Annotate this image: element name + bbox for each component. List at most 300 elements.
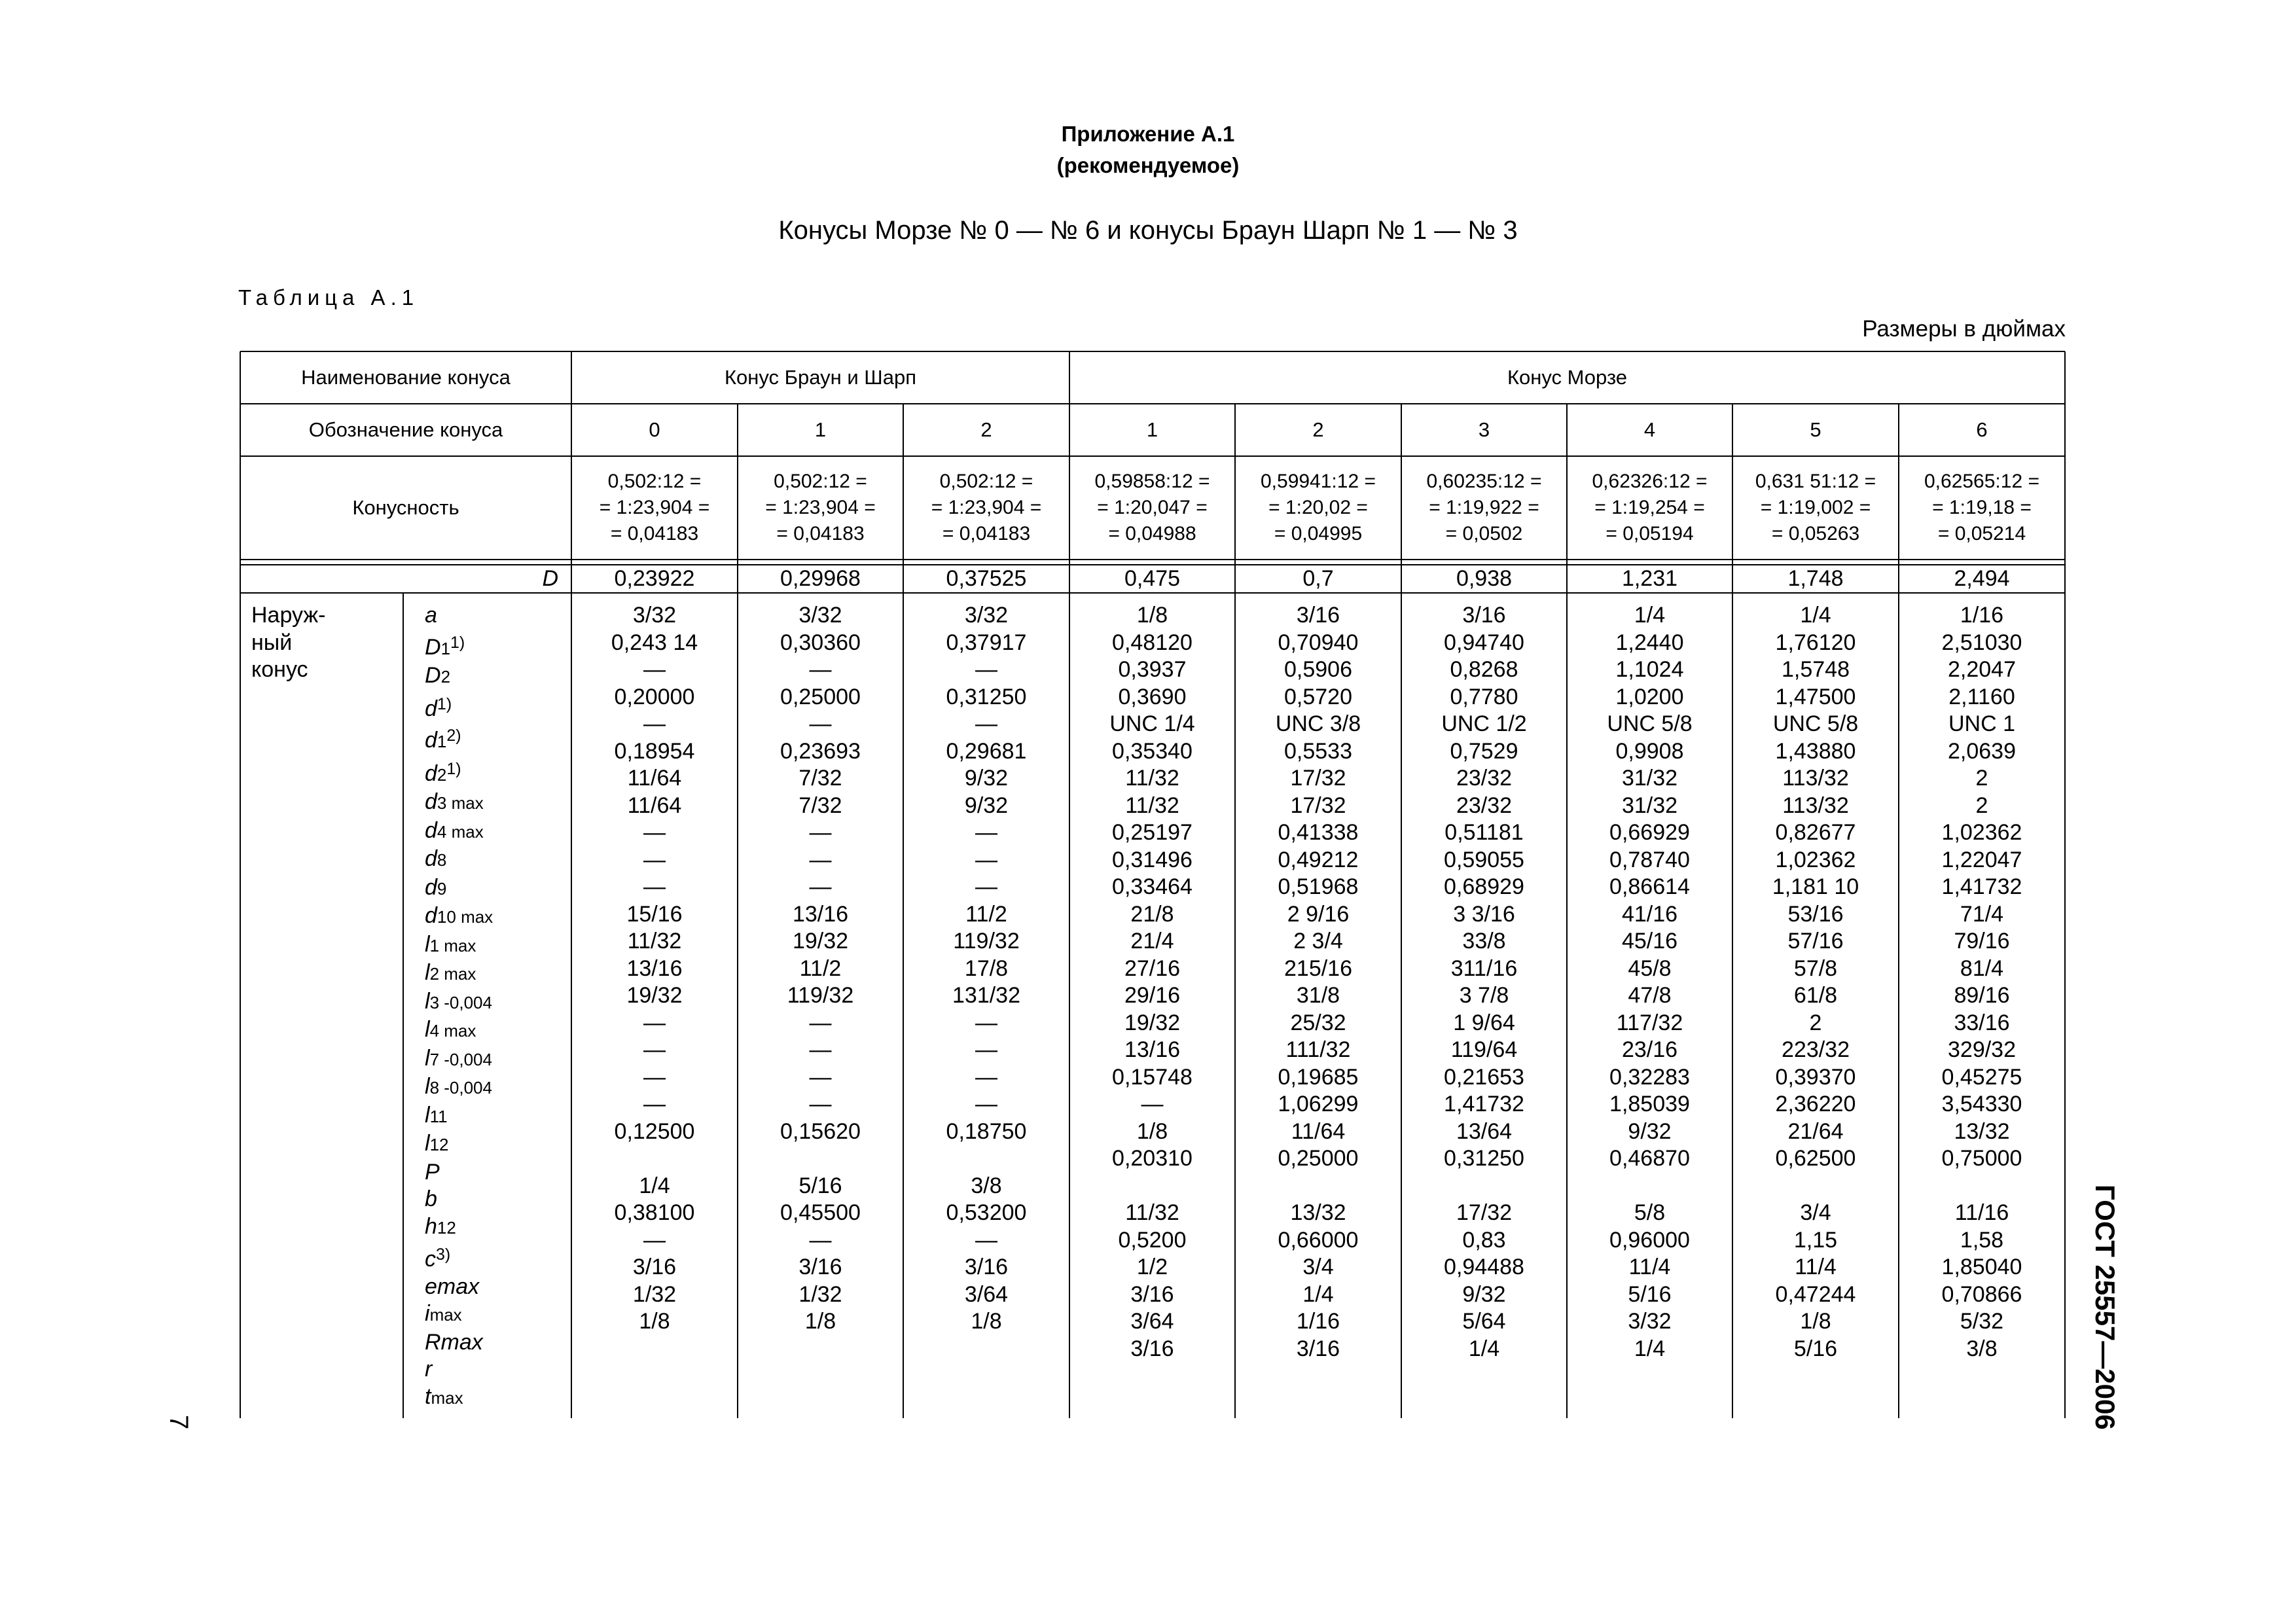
value-cell: 3/16 (798, 1255, 842, 1279)
value-cell: 0,5720 (1284, 684, 1352, 709)
value-cell: 1/32 (632, 1281, 677, 1307)
parameter-symbol: d4 max (425, 817, 484, 843)
value-cell (903, 1363, 1069, 1390)
value-cell: — (975, 1037, 997, 1062)
value-cell (1567, 1363, 1732, 1390)
value-cell: 0,15748 (1112, 1064, 1193, 1090)
value-cell: 119/32 (787, 983, 854, 1008)
value-cell: 0,5533 (1284, 738, 1352, 764)
taper-cell: 0,62326:12 = = 1:19,254 = = 0,05194 (1592, 471, 1708, 544)
value-cell: 0,31250 (1444, 1146, 1524, 1171)
value-cell: 1/4 (1634, 603, 1666, 628)
d-value-cell: 0,37525 (946, 566, 1027, 591)
d-value-cell: 0,475 (1124, 566, 1181, 591)
value-cell: 1,02362 (1775, 847, 1856, 872)
value-cell (1401, 1363, 1567, 1390)
value-cell: 3 7/8 (1459, 983, 1509, 1008)
value-cell: 11/4 (1795, 1255, 1837, 1279)
value-cell: 311/16 (1450, 955, 1518, 981)
designation-cell: 5 (1810, 418, 1821, 441)
parameter-symbol: D1$^{1)}$ (425, 633, 465, 660)
value-cell: 0,51968 (1278, 874, 1359, 899)
parameter-symbol: l4 max (425, 1017, 476, 1042)
value-column (738, 602, 903, 1390)
document-title: Конусы Морзе № 0 — № 6 и конусы Браун Шарп № 1 — № 3 (778, 216, 1518, 245)
value-cell (738, 1145, 903, 1173)
value-cell: 0,75000 (1941, 1146, 2022, 1171)
d-label: D (542, 566, 558, 591)
value-cell: 1/16 (1296, 1309, 1340, 1334)
value-cell (1732, 1173, 1899, 1200)
value-cell: 19/32 (1124, 1010, 1181, 1035)
value-cell: 5/8 (1634, 1200, 1666, 1225)
value-cell (903, 1145, 1069, 1173)
value-cell: — (643, 657, 666, 682)
value-cell: 3/32 (632, 603, 677, 628)
designation-cell: 1 (814, 418, 827, 441)
value-cell: 1/8 (1136, 603, 1168, 628)
value-cell (1069, 1173, 1235, 1200)
header-taper: Конусность (352, 496, 459, 519)
value-cell (571, 1145, 738, 1173)
value-cell: 0,20310 (1112, 1146, 1193, 1171)
value-cell: 23/32 (1456, 793, 1513, 818)
value-cell: 0,7780 (1450, 684, 1518, 709)
header-designation: Обозначение конуса (308, 418, 503, 441)
value-cell: — (809, 1037, 832, 1062)
taper-cell: 0,502:12 = = 1:23,904 = = 0,04183 (931, 471, 1042, 544)
page-number: 7 (164, 1415, 193, 1430)
value-cell: 25/32 (1290, 1010, 1346, 1035)
parameter-symbol: l2 max (425, 960, 476, 985)
value-cell: 0,78740 (1609, 847, 1690, 872)
value-cell (903, 1336, 1069, 1363)
value-cell: 2 (1975, 766, 1988, 791)
value-cell: 3/8 (1966, 1336, 1998, 1361)
value-cell: 3 3/16 (1453, 901, 1515, 927)
d-value-cell: 0,7 (1302, 566, 1334, 591)
value-cell: 0,62500 (1775, 1146, 1856, 1171)
value-cell (1069, 1363, 1235, 1390)
taper-cell: 0,59941:12 = = 1:20,02 = = 0,04995 (1260, 471, 1376, 544)
value-cell: 11/32 (627, 929, 682, 954)
value-cell: 131/32 (952, 983, 1020, 1008)
value-cell: 1,58 (1960, 1227, 2004, 1253)
designation-cell: 1 (1146, 418, 1158, 441)
value-cell: 0,68929 (1444, 874, 1524, 899)
value-cell: 41/16 (1621, 901, 1678, 927)
value-cell: 3/32 (1628, 1309, 1672, 1334)
value-cell (1235, 1173, 1401, 1200)
value-cell: — (975, 711, 997, 736)
value-cell (1567, 1173, 1732, 1200)
value-cell: 33/16 (1954, 1010, 2010, 1035)
value-cell: 71/4 (1960, 901, 2004, 927)
value-cell: 79/16 (1954, 929, 2010, 954)
value-cell: — (975, 1227, 997, 1253)
value-cell: UNC 1/4 (1109, 711, 1195, 736)
value-cell: 23/16 (1621, 1037, 1678, 1062)
value-cell: 19/32 (792, 929, 849, 954)
value-cell: 1,2440 (1615, 630, 1684, 655)
value-cell: — (643, 874, 666, 899)
value-cell: 5/16 (798, 1173, 842, 1198)
parameter-symbol: r (425, 1357, 433, 1382)
taper-cell: 0,60235:12 = = 1:19,922 = = 0,0502 (1426, 471, 1542, 544)
value-cell: 2 9/16 (1287, 901, 1350, 927)
parameter-symbol: d3 max (425, 789, 484, 814)
value-cell: 3/16 (1130, 1281, 1174, 1307)
value-cell: 1/4 (1634, 1336, 1666, 1361)
value-cell: 2,2047 (1948, 657, 2016, 682)
value-cell: 1/2 (1136, 1255, 1168, 1279)
value-cell: 0,45500 (780, 1200, 861, 1225)
value-cell: 111/32 (1285, 1037, 1351, 1062)
d-value-cell: 2,494 (1954, 566, 2010, 591)
parameter-symbol: l11 (425, 1102, 448, 1128)
value-cell: 0,96000 (1609, 1227, 1690, 1253)
value-cell: 11/2 (799, 955, 842, 981)
parameter-symbol: imax (425, 1301, 462, 1326)
value-cell (1732, 1363, 1899, 1390)
value-cell: — (809, 711, 832, 736)
value-cell: 0,18750 (946, 1118, 1027, 1144)
value-cell: — (975, 1092, 997, 1116)
value-cell: 5/16 (1793, 1336, 1838, 1361)
table-rule (403, 593, 404, 1418)
value-cell: — (643, 1227, 666, 1253)
value-cell: 1,15 (1793, 1227, 1838, 1253)
value-cell: 0,25197 (1112, 820, 1193, 845)
value-cell: UNC 1 (1948, 711, 2016, 736)
value-cell: 13/16 (792, 901, 849, 927)
value-cell: 329/32 (1948, 1037, 2016, 1062)
value-cell: 2,51030 (1941, 630, 2022, 655)
taper-cell: 0,59858:12 = = 1:20,047 = = 0,04988 (1094, 471, 1210, 544)
value-cell (1235, 1363, 1401, 1390)
value-cell: 11/64 (1291, 1118, 1346, 1144)
parameter-symbols (425, 602, 569, 1412)
value-cell: 5/16 (1628, 1281, 1672, 1307)
value-cell: 17/8 (964, 955, 1009, 981)
value-cell: 2,0639 (1948, 738, 2016, 764)
designation-cell: 6 (1976, 418, 1988, 441)
value-cell: 9/32 (964, 793, 1009, 818)
value-cell: — (643, 847, 666, 872)
value-cell: 31/32 (1621, 793, 1678, 818)
parameter-symbol: emax (425, 1274, 480, 1299)
value-cell: 7/32 (798, 793, 842, 818)
parameter-symbol: d2$^{1)}$ (425, 759, 461, 786)
value-cell: 1,5748 (1782, 657, 1850, 682)
value-cell: — (643, 1092, 666, 1116)
value-cell: 13/16 (626, 955, 683, 981)
value-cell: 9/32 (1628, 1118, 1672, 1144)
value-cell: — (809, 847, 832, 872)
value-cell: 17/32 (1290, 793, 1346, 818)
header-brown-sharpe: Конус Браун и Шарп (724, 366, 916, 389)
value-cell: — (1141, 1092, 1164, 1116)
value-cell: 3/16 (1296, 1336, 1340, 1361)
value-cell: — (809, 1092, 832, 1116)
value-cell: 0,46870 (1609, 1146, 1690, 1171)
value-cell: 0,12500 (614, 1118, 695, 1144)
value-cell: 1,41732 (1941, 874, 2022, 899)
header-cone-name: Наименование конуса (301, 366, 511, 389)
designation-cell: 0 (649, 418, 660, 441)
value-cell: 0,66000 (1278, 1227, 1359, 1253)
value-cell: 0,49212 (1278, 847, 1359, 872)
taper-cell: 0,631 51:12 = = 1:19,002 = = 0,05263 (1755, 471, 1876, 544)
value-cell: 1 9/64 (1453, 1010, 1515, 1035)
value-cell: — (975, 657, 997, 682)
d-value-cell: 0,23922 (614, 566, 695, 591)
value-cell (571, 1363, 738, 1390)
value-cell: 215/16 (1284, 955, 1352, 981)
value-cell: 1/8 (1800, 1309, 1831, 1334)
value-cell: 5/32 (1960, 1309, 2004, 1334)
value-cell: 3/64 (1130, 1309, 1174, 1334)
value-column (1732, 602, 1899, 1390)
value-cell: 0,31250 (946, 684, 1027, 709)
value-cell: 13/16 (1124, 1037, 1181, 1062)
parameter-symbol: tmax (425, 1383, 463, 1409)
appendix-title: Приложение А.1 (1061, 122, 1235, 146)
value-cell: 0,32283 (1609, 1064, 1690, 1090)
value-cell: 0,70866 (1941, 1281, 2022, 1307)
value-column (571, 602, 738, 1390)
value-cell: 11/16 (1954, 1200, 2009, 1225)
parameter-symbol: l7 -0,004 (425, 1045, 492, 1071)
value-cell: 0,45275 (1941, 1064, 2022, 1090)
value-cell: 0,94740 (1444, 630, 1524, 655)
value-cell: 0,8268 (1450, 657, 1518, 682)
value-cell (738, 1363, 903, 1390)
appendix-subtitle: (рекомендуемое) (1056, 153, 1240, 177)
value-cell: 47/8 (1628, 983, 1672, 1008)
value-cell: — (809, 874, 832, 899)
value-cell: 11/32 (1125, 766, 1179, 791)
taper-cell: 0,62565:12 = = 1:19,18 = = 0,05214 (1924, 471, 2039, 544)
value-cell: 0,5200 (1118, 1227, 1187, 1253)
value-cell: 57/16 (1787, 929, 1844, 954)
value-cell: — (975, 847, 997, 872)
value-cell: — (643, 1064, 666, 1090)
value-cell (1401, 1173, 1567, 1200)
value-cell: 119/32 (953, 929, 1020, 954)
parameter-symbol: l1 max (425, 931, 476, 957)
value-cell: 0,47244 (1775, 1281, 1856, 1307)
value-cell: — (975, 1010, 997, 1035)
value-cell: 1,76120 (1775, 630, 1856, 655)
table-rule (240, 593, 241, 1418)
value-cell: 0,20000 (614, 684, 695, 709)
value-cell: 1/32 (798, 1281, 842, 1307)
value-cell: 0,35340 (1112, 738, 1193, 764)
value-cell: 0,30360 (780, 630, 861, 655)
parameter-symbol: Rmax (425, 1329, 483, 1355)
designation-cell: 4 (1643, 418, 1656, 441)
value-cell: 1,0200 (1615, 684, 1684, 709)
value-cell: 1/4 (639, 1173, 670, 1198)
value-cell: — (975, 820, 997, 845)
outer-cone-label: Наруж- ный конус (251, 603, 326, 682)
value-cell: 53/16 (1787, 901, 1844, 927)
value-cell (1899, 1363, 2065, 1390)
value-cell: 13/32 (1954, 1118, 2010, 1144)
designation-cell: 2 (1312, 418, 1324, 441)
value-cell: 0,66929 (1609, 820, 1690, 845)
value-cell: 0,41338 (1278, 820, 1359, 845)
value-cell: 1/4 (1468, 1336, 1500, 1361)
value-cell: 19/32 (626, 983, 683, 1008)
value-cell: 1,47500 (1775, 684, 1856, 709)
value-cell: — (809, 1227, 832, 1253)
value-cell: 3/8 (971, 1173, 1002, 1198)
value-cell: 17/32 (1290, 766, 1346, 791)
parameter-symbol: l8 -0,004 (425, 1074, 492, 1099)
designation-cell: 3 (1478, 418, 1490, 441)
value-cell: 0,82677 (1775, 820, 1856, 845)
value-cell: 3/16 (1130, 1336, 1174, 1361)
value-cell: 3/32 (798, 603, 842, 628)
parameter-symbol: l12 (425, 1131, 449, 1156)
value-cell: 5/64 (1462, 1309, 1506, 1334)
value-cell: 0,23693 (780, 738, 861, 764)
value-cell: — (975, 1064, 997, 1090)
value-cell (571, 1336, 738, 1363)
value-cell: 1,1024 (1615, 657, 1684, 682)
value-cell: 1/8 (1136, 1118, 1168, 1144)
value-cell: 2 (1809, 1010, 1822, 1035)
value-cell: 2,1160 (1948, 684, 2015, 709)
value-cell: 21/4 (1130, 929, 1174, 954)
value-cell: 0,5906 (1284, 657, 1352, 682)
value-cell: 1,06299 (1278, 1092, 1359, 1116)
value-cell: 0,38100 (614, 1200, 695, 1225)
value-cell: — (809, 1064, 832, 1090)
value-cell: 0,51181 (1444, 820, 1524, 845)
value-cell: 89/16 (1954, 983, 2010, 1008)
value-cell: 1,43880 (1775, 738, 1856, 764)
cone-dimensions-table (240, 351, 2065, 1418)
parameter-symbol: d9 (425, 874, 447, 900)
d-value-cell: 1,748 (1787, 566, 1844, 591)
parameter-symbol: d10 max (425, 903, 493, 928)
value-cell: 31/8 (1296, 983, 1340, 1008)
value-cell: 1,02362 (1941, 820, 2022, 845)
value-cell: — (809, 820, 832, 845)
value-cell: 0,25000 (780, 684, 861, 709)
value-cell: UNC 5/8 (1607, 711, 1693, 736)
value-cell: 0,3937 (1118, 657, 1187, 682)
value-column (1235, 602, 1401, 1390)
value-cell: 0,9908 (1615, 738, 1684, 764)
value-cell: UNC 3/8 (1275, 711, 1361, 736)
d-value-cell: 0,938 (1456, 566, 1513, 591)
taper-cell: 0,502:12 = = 1:23,904 = = 0,04183 (765, 471, 876, 544)
value-cell: 3/4 (1800, 1200, 1831, 1225)
value-cell: 1/16 (1960, 603, 2004, 628)
parameter-symbol: h12 (425, 1213, 456, 1239)
value-cell: 0,18954 (614, 738, 695, 764)
value-cell: 0,21653 (1444, 1064, 1524, 1090)
value-cell: 13/64 (1456, 1118, 1513, 1144)
value-cell: 21/64 (1787, 1118, 1844, 1144)
parameter-symbol: $c^{3)}$ (425, 1245, 451, 1272)
value-cell: 0,86614 (1609, 874, 1690, 899)
value-cell: 0,37917 (946, 630, 1027, 655)
value-cell: 27/16 (1124, 955, 1181, 981)
standard-designation: ГОСТ 25557—2006 (2090, 1185, 2121, 1430)
parameter-symbol: d8 (425, 846, 447, 871)
value-cell: 3/16 (1462, 603, 1506, 628)
value-cell: 0,33464 (1112, 874, 1193, 899)
value-cell: 0,70940 (1278, 630, 1359, 655)
designation-cell: 2 (980, 418, 992, 441)
value-cell: 3/16 (964, 1255, 1009, 1279)
value-cell: 9/32 (964, 766, 1009, 791)
value-column (1899, 602, 2065, 1390)
value-cell: 0,59055 (1444, 847, 1524, 872)
value-cell: 33/8 (1462, 929, 1506, 954)
parameter-symbol: b (425, 1186, 437, 1211)
value-cell: 119/64 (1450, 1037, 1518, 1062)
value-cell: 1/8 (639, 1309, 670, 1334)
value-cell: 0,3690 (1118, 684, 1187, 709)
value-cell: — (643, 1010, 666, 1035)
value-column (1567, 602, 1732, 1390)
value-cell: 113/32 (1782, 793, 1849, 818)
value-cell: 45/8 (1628, 955, 1672, 981)
parameter-symbol: l3 -0,004 (425, 988, 492, 1014)
value-cell: 113/32 (1782, 766, 1849, 791)
value-cell: 1/4 (1800, 603, 1831, 628)
value-cell: UNC 1/2 (1441, 711, 1527, 736)
value-cell: 0,25000 (1278, 1146, 1359, 1171)
value-cell: 29/16 (1124, 983, 1181, 1008)
value-cell: 3/32 (964, 603, 1009, 628)
value-cell: 0,39370 (1775, 1064, 1856, 1090)
value-cell: — (643, 1037, 666, 1062)
value-cell: 31/32 (1621, 766, 1678, 791)
value-cell: 1/8 (804, 1309, 836, 1334)
value-cell: 0,7529 (1450, 738, 1518, 764)
value-cell: 2,36220 (1775, 1092, 1856, 1116)
value-cell: — (643, 711, 666, 736)
value-cell: — (975, 874, 997, 899)
value-cell (738, 1336, 903, 1363)
value-cell: 11/64 (627, 793, 682, 818)
value-cell: 3/16 (1296, 603, 1340, 628)
value-cell: 81/4 (1960, 955, 2004, 981)
value-cell: 0,243 14 (611, 630, 698, 655)
value-cell: — (809, 657, 832, 682)
value-cell: 2 3/4 (1293, 929, 1343, 954)
value-cell: 1,181 10 (1772, 874, 1859, 899)
value-cell: 3/4 (1302, 1255, 1334, 1279)
value-cell: 0,19685 (1278, 1064, 1359, 1090)
value-cell: 23/32 (1456, 766, 1513, 791)
parameter-symbol: a (425, 603, 437, 628)
value-cell: 117/32 (1616, 1010, 1683, 1035)
value-cell: 0,53200 (946, 1200, 1027, 1225)
value-cell: 1,22047 (1941, 847, 2022, 872)
value-cell: 0,15620 (780, 1118, 861, 1144)
value-cell: 1/8 (971, 1309, 1002, 1334)
parameter-symbol: d1$^{2)}$ (425, 726, 461, 753)
taper-cell: 0,502:12 = = 1:23,904 = = 0,04183 (599, 471, 710, 544)
